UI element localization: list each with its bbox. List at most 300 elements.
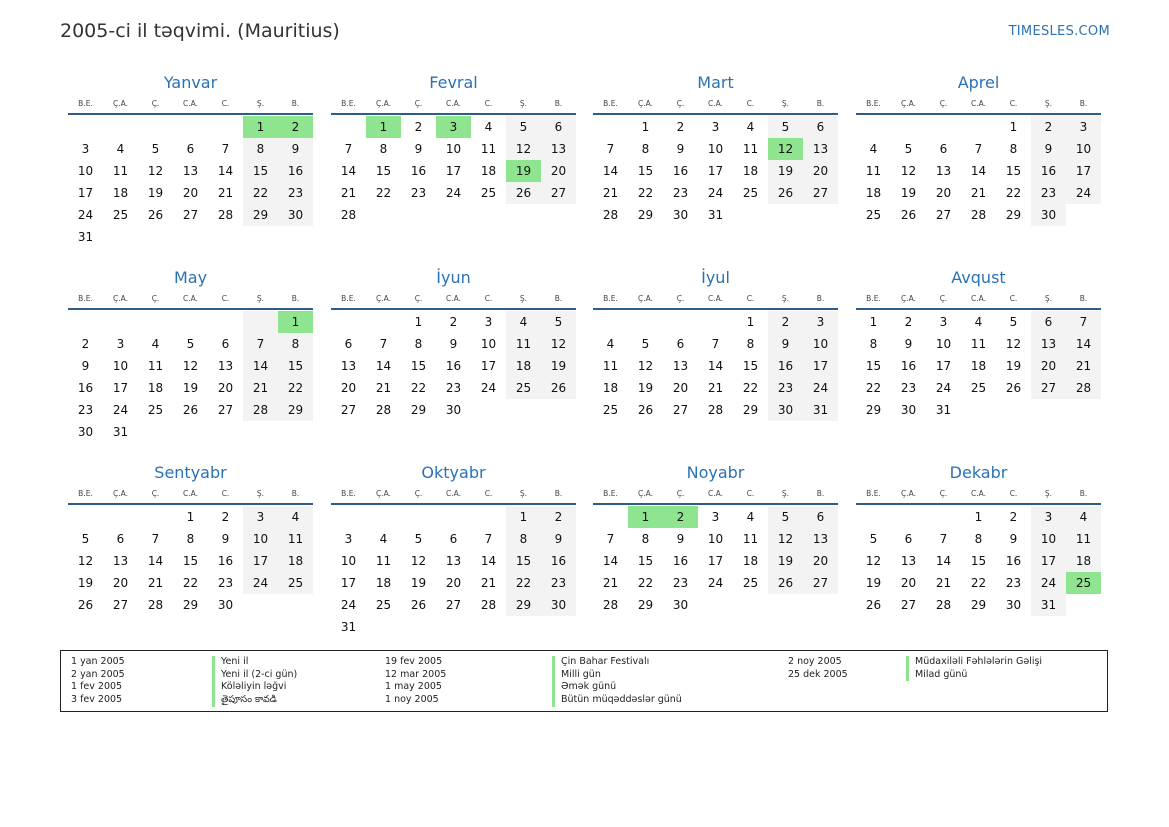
day-cell: 4 (116, 142, 125, 156)
day-cell: 26 (541, 377, 576, 399)
day-cell: 13 (541, 138, 576, 160)
day-cell: 23 (1005, 576, 1022, 590)
holiday-name: Milad günü (906, 669, 1042, 682)
week-row (856, 528, 1101, 550)
weekday-label: B. (291, 294, 300, 303)
day-cell: 23 (410, 186, 427, 200)
day-cell: 28 (707, 403, 724, 417)
day-cell: 5 (541, 311, 576, 333)
holiday-list (60, 650, 1108, 712)
weekday-label: Ç.A. (900, 99, 916, 108)
day-cell: 20 (445, 576, 462, 590)
weekday-label: B.E. (78, 99, 93, 108)
day-cell: 24 (803, 377, 838, 399)
empty-cell (541, 204, 576, 226)
day-cell: 28 (217, 208, 234, 222)
day-cell: 16 (768, 355, 803, 377)
holiday-name: Müdaxiləli Fəhlələrin Gəlişi (906, 656, 1042, 669)
day-cell: 22 (182, 576, 199, 590)
week-row (68, 421, 313, 443)
holiday-day-cell: 2 (278, 116, 313, 138)
day-cell: 2 (904, 315, 913, 329)
day-cell: 15 (410, 359, 427, 373)
day-cell: 8 (746, 337, 755, 351)
day-cell: 8 (869, 337, 878, 351)
empty-cell (1066, 594, 1101, 616)
empty-cell (471, 616, 506, 638)
day-cell: 30 (672, 208, 689, 222)
day-cell: 11 (742, 142, 759, 156)
day-cell: 15 (1005, 164, 1022, 178)
day-cell: 14 (707, 359, 724, 373)
weekday-label: Ş. (256, 489, 265, 498)
day-cell: 17 (243, 550, 278, 572)
day-cell: 9 (904, 337, 913, 351)
day-cell: 16 (217, 554, 234, 568)
day-cell: 16 (278, 160, 313, 182)
day-cell: 18 (602, 381, 619, 395)
month-name: Yanvar (163, 73, 218, 92)
day-cell: 8 (379, 142, 388, 156)
day-cell: 25 (602, 403, 619, 417)
day-cell: 13 (803, 528, 838, 550)
empty-cell (138, 311, 173, 333)
day-cell: 7 (151, 532, 160, 546)
day-cell: 3 (711, 510, 720, 524)
month-10 (331, 463, 576, 638)
empty-cell (401, 204, 436, 226)
empty-cell (471, 399, 506, 421)
day-cell: 26 (865, 598, 882, 612)
day-cell: 20 (803, 550, 838, 572)
day-cell: 18 (480, 164, 497, 178)
day-cell: 14 (480, 554, 497, 568)
day-cell: 9 (221, 532, 230, 546)
day-cell: 18 (742, 164, 759, 178)
weekday-label: Ç. (414, 294, 423, 303)
day-cell: 20 (541, 160, 576, 182)
day-cell: 28 (147, 598, 164, 612)
day-cell: 15 (865, 359, 882, 373)
day-cell: 14 (340, 164, 357, 178)
day-cell: 8 (506, 528, 541, 550)
week-row (856, 572, 1101, 594)
holiday-date: 25 dek 2005 (788, 668, 848, 680)
day-cell: 25 (865, 208, 882, 222)
day-cell: 1 (746, 315, 755, 329)
day-cell: 15 (182, 554, 199, 568)
day-cell: 28 (970, 208, 987, 222)
day-cell: 7 (939, 532, 948, 546)
holiday-name: Köləliyin ləğvi (212, 681, 297, 694)
header-divider (856, 308, 1101, 310)
week-row (331, 333, 576, 355)
month-name: Oktyabr (421, 463, 486, 482)
day-cell: 7 (711, 337, 720, 351)
day-cell: 7 (974, 142, 983, 156)
day-cell: 5 (768, 506, 803, 528)
weekday-header (331, 292, 576, 306)
day-cell: 5 (641, 337, 650, 351)
day-cell: 29 (742, 403, 759, 417)
empty-cell (891, 506, 926, 528)
weekday-label: Ç.A. (375, 294, 391, 303)
day-cell: 22 (970, 576, 987, 590)
day-cell: 28 (480, 598, 497, 612)
weekday-label: C.A. (182, 489, 198, 498)
day-cell: 14 (147, 554, 164, 568)
day-cell: 7 (484, 532, 493, 546)
page-title: 2005-ci il təqvimi. (Mauritius) (60, 20, 340, 42)
day-cell: 17 (707, 164, 724, 178)
day-cell: 8 (641, 532, 650, 546)
holiday-day-cell: 12 (768, 138, 803, 160)
empty-cell (138, 421, 173, 443)
day-cell: 25 (480, 186, 497, 200)
day-cell: 17 (77, 186, 94, 200)
month-5 (68, 268, 313, 443)
empty-cell (926, 116, 961, 138)
empty-cell (541, 616, 576, 638)
day-cell: 25 (742, 186, 759, 200)
header-divider (68, 308, 313, 310)
day-cell: 15 (278, 355, 313, 377)
empty-cell (1066, 399, 1101, 421)
holiday-date: 2 noy 2005 (788, 656, 842, 667)
header-divider (331, 308, 576, 310)
month-6 (331, 268, 576, 421)
day-cell: 23 (541, 572, 576, 594)
month-name: Dekabr (949, 463, 1008, 482)
week-row (856, 550, 1101, 572)
day-cell: 7 (221, 142, 230, 156)
weekday-header (331, 487, 576, 501)
week-row (68, 333, 313, 355)
day-cell: 31 (935, 403, 952, 417)
empty-cell (103, 311, 138, 333)
holiday-day-cell: 1 (243, 116, 278, 138)
day-cell: 27 (445, 598, 462, 612)
day-cell: 22 (278, 377, 313, 399)
empty-cell (593, 116, 628, 138)
day-cell: 18 (375, 576, 392, 590)
week-row (331, 616, 576, 638)
day-cell: 16 (672, 554, 689, 568)
day-cell: 30 (445, 403, 462, 417)
day-cell: 1 (974, 510, 983, 524)
day-cell: 19 (768, 160, 803, 182)
week-row (331, 506, 576, 528)
weekday-label: B. (816, 489, 825, 498)
day-cell: 17 (707, 554, 724, 568)
weekday-label: B.E. (341, 294, 356, 303)
weekday-label: C.A. (707, 99, 723, 108)
weekday-label: Ç.A. (637, 294, 653, 303)
weekday-label: Ç. (676, 489, 685, 498)
day-cell: 22 (506, 572, 541, 594)
day-cell: 17 (112, 381, 129, 395)
header-divider (331, 113, 576, 115)
week-row (856, 204, 1101, 226)
day-cell: 6 (449, 532, 458, 546)
empty-cell (366, 204, 401, 226)
empty-cell (856, 506, 891, 528)
day-cell: 6 (116, 532, 125, 546)
day-cell: 10 (445, 142, 462, 156)
weekday-header (856, 97, 1101, 111)
day-cell: 18 (865, 186, 882, 200)
day-cell: 18 (742, 554, 759, 568)
day-cell: 4 (379, 532, 388, 546)
week-row (593, 594, 838, 616)
day-cell: 25 (375, 598, 392, 612)
empty-cell (996, 399, 1031, 421)
day-cell: 26 (900, 208, 917, 222)
empty-cell (961, 116, 996, 138)
day-cell: 3 (1031, 506, 1066, 528)
week-row (856, 182, 1101, 204)
empty-cell (401, 616, 436, 638)
day-cell: 4 (151, 337, 160, 351)
weekday-label: Ç. (939, 489, 948, 498)
month-name: Aprel (957, 73, 1000, 92)
empty-cell (278, 594, 313, 616)
holiday-day-cell: 3 (436, 116, 471, 138)
weekday-label: Ç.A. (112, 99, 128, 108)
header-divider (593, 113, 838, 115)
empty-cell (331, 116, 366, 138)
holiday-names-col3 (906, 656, 1042, 681)
day-cell: 2 (221, 510, 230, 524)
empty-cell (593, 506, 628, 528)
holiday-date: 1 fev 2005 (71, 681, 123, 693)
holiday-date: 3 fev 2005 (71, 694, 123, 706)
day-cell: 28 (602, 208, 619, 222)
day-cell: 12 (506, 138, 541, 160)
day-cell: 4 (1066, 506, 1101, 528)
week-row (593, 204, 838, 226)
day-cell: 27 (112, 598, 129, 612)
day-cell: 23 (672, 576, 689, 590)
day-cell: 24 (935, 381, 952, 395)
day-cell: 4 (869, 142, 878, 156)
week-row (68, 355, 313, 377)
brand-link[interactable]: TIMESLES.COM (1008, 24, 1110, 39)
day-cell: 13 (900, 554, 917, 568)
empty-cell (768, 204, 803, 226)
empty-cell (173, 421, 208, 443)
header-divider (68, 503, 313, 505)
weekday-label: Ç. (676, 294, 685, 303)
empty-cell (1031, 399, 1066, 421)
day-cell: 21 (602, 186, 619, 200)
week-row (68, 594, 313, 616)
day-cell: 14 (1066, 333, 1101, 355)
week-row (593, 182, 838, 204)
week-row (331, 550, 576, 572)
week-row (331, 528, 576, 550)
day-cell: 27 (541, 182, 576, 204)
day-cell: 20 (112, 576, 129, 590)
day-cell: 6 (186, 142, 195, 156)
week-row (856, 333, 1101, 355)
weekday-label: C. (221, 99, 230, 108)
day-cell: 9 (768, 333, 803, 355)
weekday-label: Ş. (781, 489, 790, 498)
week-row (593, 355, 838, 377)
day-cell: 31 (803, 399, 838, 421)
header-divider (593, 503, 838, 505)
day-cell: 24 (707, 186, 724, 200)
day-cell: 30 (1005, 598, 1022, 612)
day-cell: 20 (340, 381, 357, 395)
day-cell: 18 (506, 355, 541, 377)
empty-cell (471, 204, 506, 226)
day-cell: 9 (676, 142, 685, 156)
day-cell: 4 (746, 510, 755, 524)
day-cell: 11 (742, 532, 759, 546)
day-cell: 18 (147, 381, 164, 395)
weekday-label: Ş. (1044, 294, 1053, 303)
day-cell: 22 (243, 182, 278, 204)
day-cell: 20 (182, 186, 199, 200)
day-cell: 16 (410, 164, 427, 178)
empty-cell (698, 594, 733, 616)
day-cell: 8 (278, 333, 313, 355)
day-cell: 10 (480, 337, 497, 351)
day-cell: 23 (445, 381, 462, 395)
weekday-label: B. (554, 294, 563, 303)
empty-cell (278, 226, 313, 248)
day-cell: 15 (742, 359, 759, 373)
day-cell: 9 (278, 138, 313, 160)
weekday-label: Ç.A. (375, 489, 391, 498)
day-cell: 30 (541, 594, 576, 616)
day-cell: 24 (112, 403, 129, 417)
day-cell: 27 (935, 208, 952, 222)
day-cell: 11 (112, 164, 129, 178)
empty-cell (278, 421, 313, 443)
day-cell: 31 (707, 208, 724, 222)
empty-cell (891, 116, 926, 138)
day-cell: 11 (1066, 528, 1101, 550)
day-cell: 2 (768, 311, 803, 333)
month-1 (68, 73, 313, 248)
empty-cell (698, 311, 733, 333)
day-cell: 1 (641, 120, 650, 134)
week-row (331, 138, 576, 160)
day-cell: 13 (1031, 333, 1066, 355)
day-cell: 26 (182, 403, 199, 417)
week-row (856, 355, 1101, 377)
day-cell: 27 (803, 182, 838, 204)
day-cell: 28 (243, 399, 278, 421)
weekday-label: B.E. (78, 489, 93, 498)
day-cell: 21 (707, 381, 724, 395)
holiday-day-cell: 1 (628, 506, 663, 528)
day-cell: 19 (637, 381, 654, 395)
weekday-label: B. (291, 99, 300, 108)
day-cell: 28 (935, 598, 952, 612)
day-cell: 28 (1066, 377, 1101, 399)
holiday-name: Bütün müqəddəslər günü (552, 694, 682, 707)
day-cell: 17 (480, 359, 497, 373)
day-cell: 29 (865, 403, 882, 417)
holiday-name: Milli gün (552, 669, 682, 682)
day-cell: 6 (803, 506, 838, 528)
week-row (331, 116, 576, 138)
day-cell: 3 (484, 315, 493, 329)
weekday-label: C.A. (970, 99, 986, 108)
day-cell: 6 (803, 116, 838, 138)
empty-cell (856, 116, 891, 138)
day-cell: 26 (768, 182, 803, 204)
day-cell: 22 (637, 576, 654, 590)
weekday-label: C.A. (445, 99, 461, 108)
day-cell: 10 (112, 359, 129, 373)
day-cell: 23 (278, 182, 313, 204)
weekday-label: Ş. (781, 294, 790, 303)
weekday-label: C.A. (445, 294, 461, 303)
empty-cell (68, 506, 103, 528)
empty-cell (593, 311, 628, 333)
day-cell: 4 (746, 120, 755, 134)
day-cell: 29 (970, 598, 987, 612)
day-cell: 19 (77, 576, 94, 590)
day-cell: 19 (541, 355, 576, 377)
day-cell: 22 (410, 381, 427, 395)
week-row (593, 506, 838, 528)
weekday-label: Ç. (151, 99, 160, 108)
day-cell: 19 (768, 550, 803, 572)
day-cell: 11 (970, 337, 987, 351)
day-cell: 24 (340, 598, 357, 612)
empty-cell (208, 421, 243, 443)
weekday-label: C. (1009, 294, 1018, 303)
day-cell: 27 (182, 208, 199, 222)
month-name: Avqust (951, 268, 1006, 287)
day-cell: 16 (77, 381, 94, 395)
day-cell: 13 (112, 554, 129, 568)
day-cell: 17 (803, 355, 838, 377)
week-row (331, 204, 576, 226)
weekday-label: Ç.A. (112, 294, 128, 303)
holiday-name: తైపూసం కావడి (212, 694, 297, 707)
month-name: Sentyabr (154, 463, 227, 482)
weekday-label: B. (1079, 99, 1088, 108)
day-cell: 17 (445, 164, 462, 178)
day-cell: 4 (278, 506, 313, 528)
empty-cell (173, 311, 208, 333)
month-9 (68, 463, 313, 616)
day-cell: 16 (541, 550, 576, 572)
day-cell: 31 (77, 230, 94, 244)
day-cell: 15 (637, 164, 654, 178)
empty-cell (366, 311, 401, 333)
weekday-label: Ş. (1044, 99, 1053, 108)
day-cell: 9 (1009, 532, 1018, 546)
day-cell: 1 (186, 510, 195, 524)
day-cell: 17 (1031, 550, 1066, 572)
empty-cell (366, 506, 401, 528)
day-cell: 1 (414, 315, 423, 329)
day-cell: 8 (186, 532, 195, 546)
empty-cell (471, 506, 506, 528)
day-cell: 21 (1066, 355, 1101, 377)
weekday-label: Ç.A. (375, 99, 391, 108)
day-cell: 23 (672, 186, 689, 200)
empty-cell (243, 226, 278, 248)
